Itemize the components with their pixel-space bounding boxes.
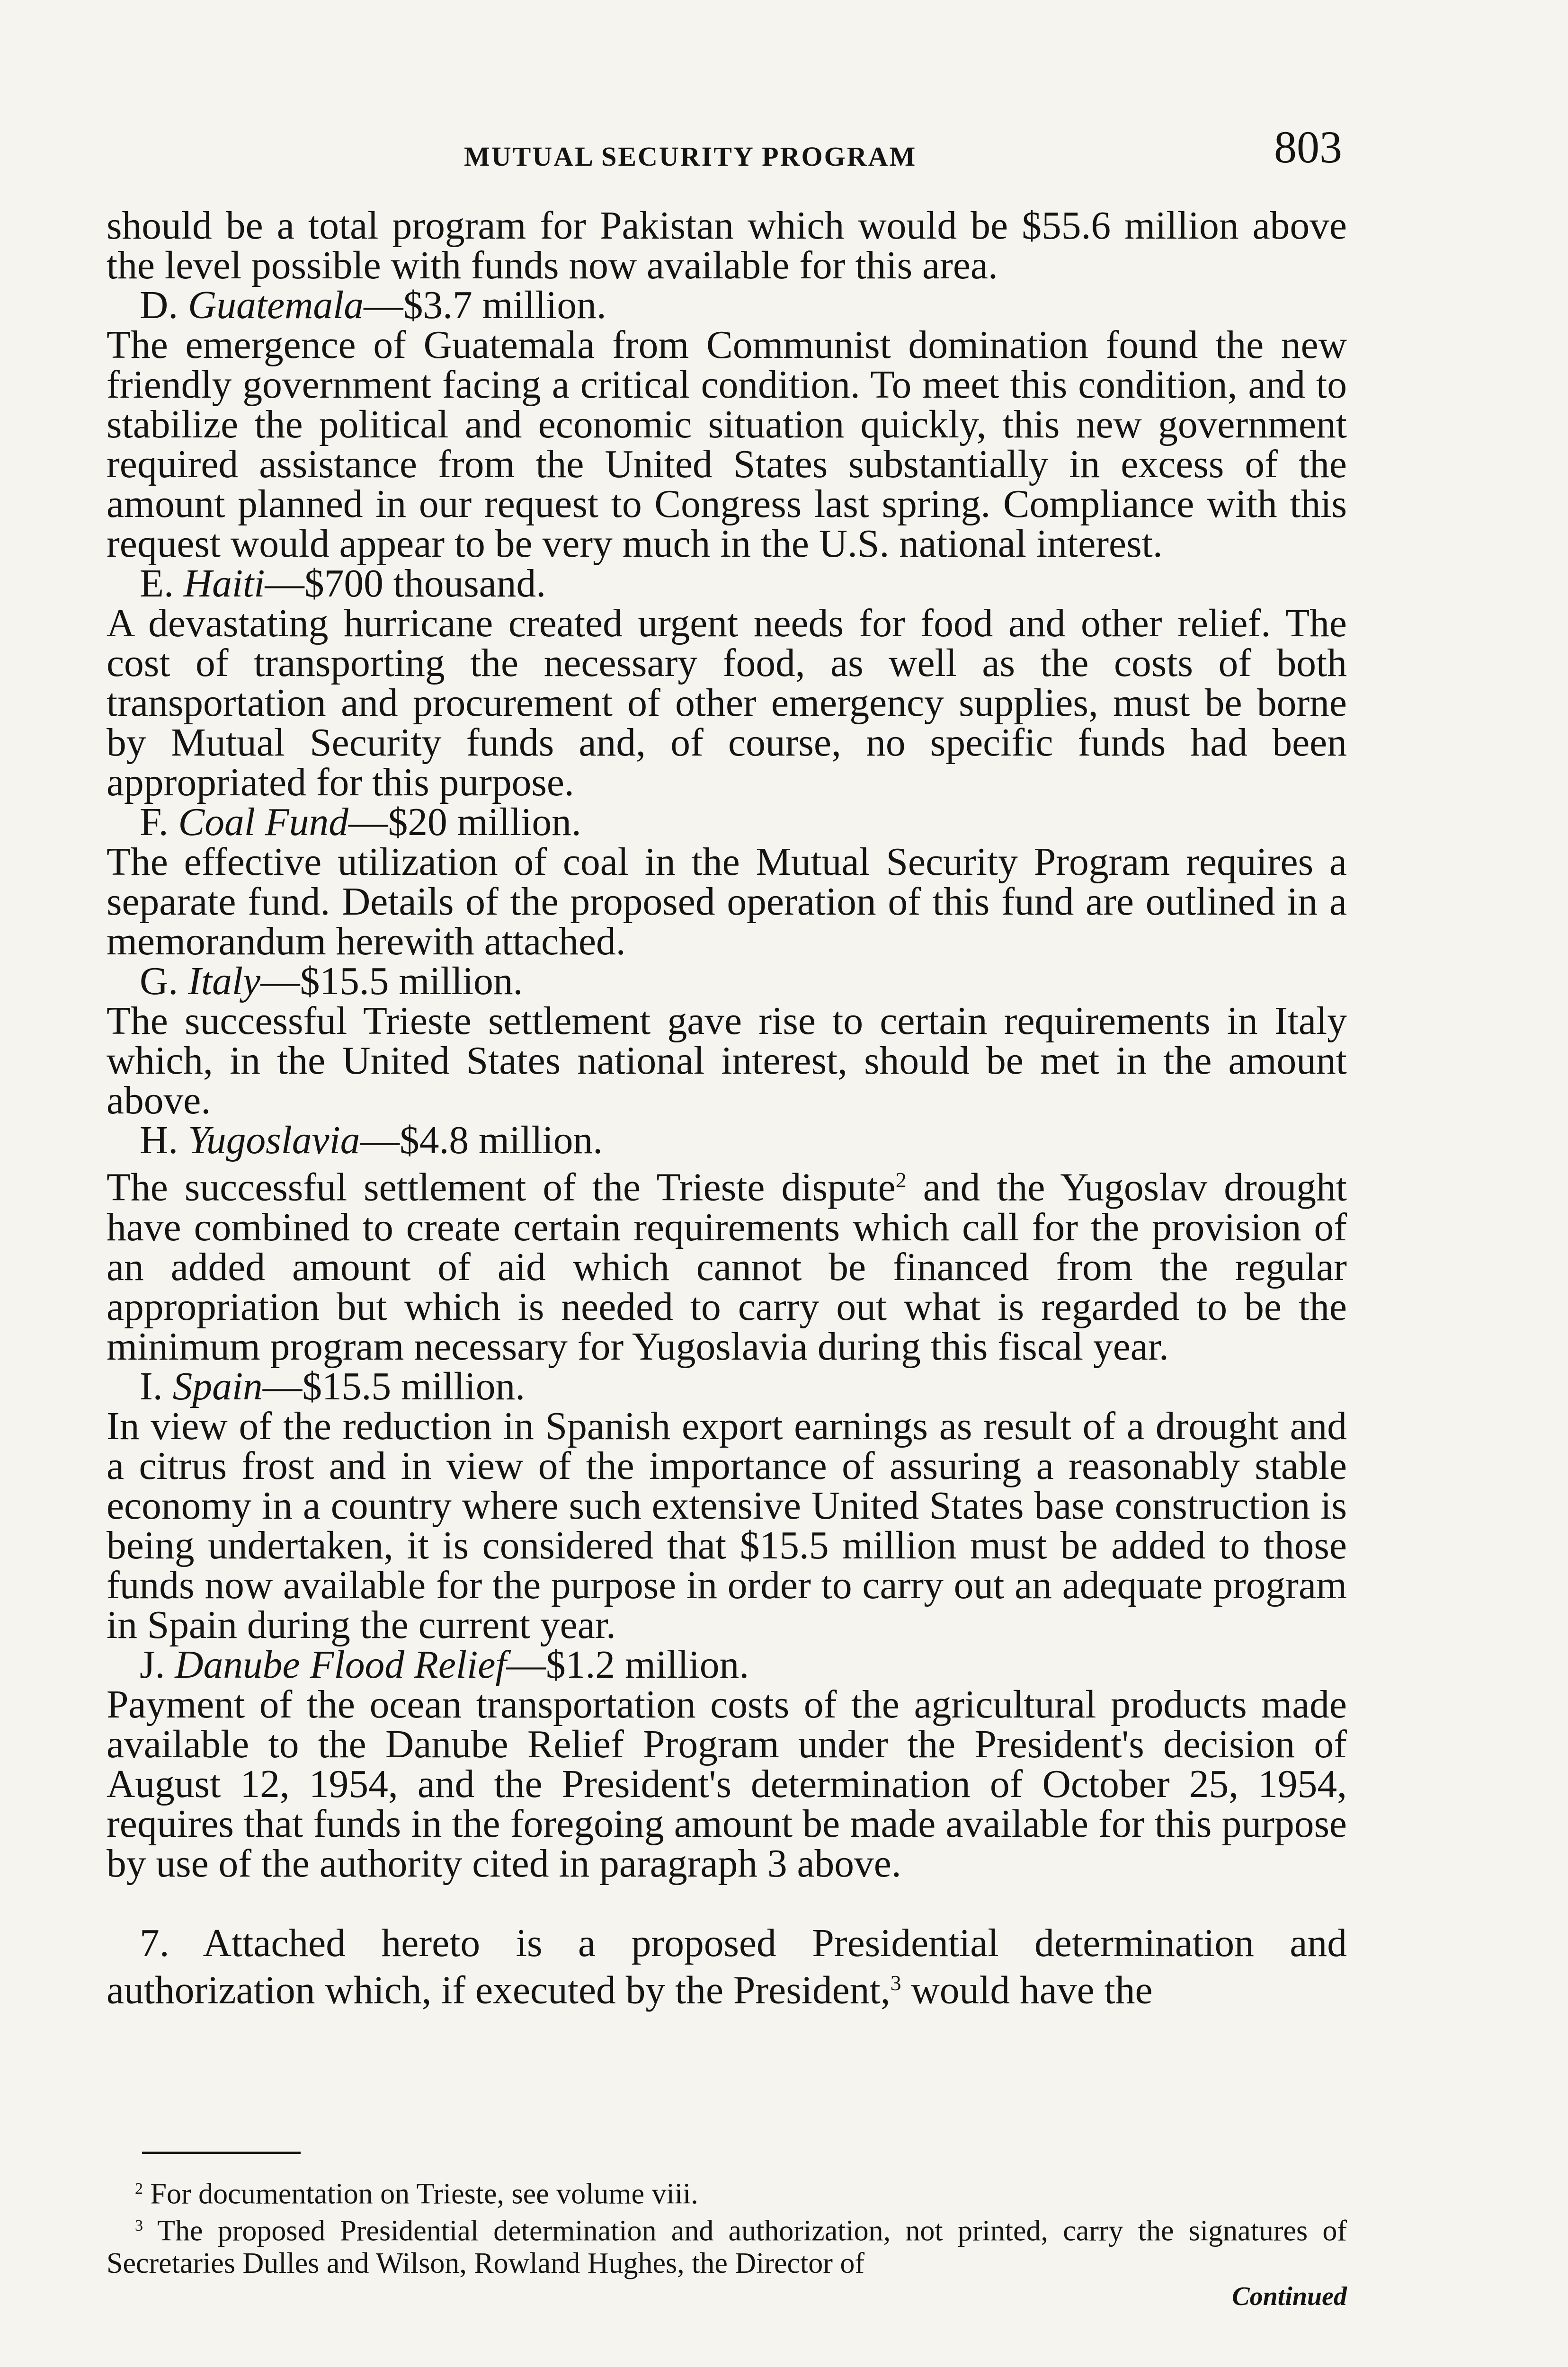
section-amount: —$20 million. xyxy=(348,801,581,844)
section-label: E. xyxy=(140,562,184,605)
section-amount: —$15.5 million. xyxy=(262,1364,526,1408)
paragraph-gap xyxy=(107,1884,1347,1923)
paragraph-text: The successful settlement of the Trieste dispute xyxy=(107,1166,896,1210)
footnote-text: The proposed Presidential determination and authorization, not printed, carry the signatures of Secretaries Dulles and Wilson, Rowland Hughes, the Director of xyxy=(107,2215,1347,2279)
paragraph-coal-fund: The effective utilization of coal in the Mutual Security Program requires a separate fund. Details of the proposed operation of this fund are outlined in a memorandum herewith attached. xyxy=(107,840,1347,963)
footnote-rule xyxy=(142,2152,301,2154)
footnote-ref-2[interactable]: 2 xyxy=(895,1168,907,1192)
section-heading-coal-fund xyxy=(107,802,1347,842)
footnote-text: For documentation on Trieste, see volume viii. xyxy=(143,2178,698,2210)
section-label: F. xyxy=(140,801,178,844)
section-title: Spain xyxy=(172,1364,263,1408)
section-heading-spain xyxy=(107,1364,1347,1408)
section-title: Haiti xyxy=(183,562,265,605)
section-title: Coal Fund xyxy=(178,801,349,844)
section-heading-guatemala xyxy=(107,285,1347,325)
page-number: 803 xyxy=(1274,122,1342,172)
paragraph-italy: The successful Trieste settlement gave rise to certain requirements in Italy which, in the United States national interest, should be met in the amount above. xyxy=(107,999,1347,1122)
paragraph-7 xyxy=(107,1923,1347,2011)
paragraph-spain: In view of the reduction in Spanish export earnings as result of a drought and a citrus frost and in view of the importance of assuring a reasonably stable economy in a country where such extensive United States base construction is being undertaken, it is considered that $15.5 million must be added to those funds now available for the purpose in order to carry out an adequate program in Spain during the current year. xyxy=(107,1404,1347,1647)
footnote-mark: 2 xyxy=(135,2180,143,2198)
body-text xyxy=(107,206,1347,2010)
section-heading-danube xyxy=(107,1645,1347,1685)
section-amount: —$1.2 million. xyxy=(506,1643,749,1687)
paragraph-guatemala: The emergence of Guatemala from Communist domination found the new friendly government facing a critical condition. To meet this condition, and to stabilize the political and economic situation quickly, this new government required assistance from the United States substantially in excess of the amount planned in our request to Congress last spring. Compliance with this request would appear to be very much in the U.S. national interest. xyxy=(107,323,1347,566)
paragraph-text: would have the xyxy=(901,1968,1153,2012)
section-amount: —$15.5 million. xyxy=(260,960,523,1003)
section-amount: —$700 thousand. xyxy=(265,562,546,605)
paragraph-pakistan: should be a total program for Pakistan which would be $55.6 million above the level possible with funds now available for this area. xyxy=(107,204,1347,287)
section-amount: —$4.8 million. xyxy=(360,1119,603,1162)
footnote-2 xyxy=(107,2173,1347,2210)
footnote-3 xyxy=(107,2210,1347,2279)
paragraph-text: 7. Attached hereto is a proposed Presidential determination and authorization which, if executed by the President, xyxy=(107,1921,1347,2012)
section-heading-italy xyxy=(107,961,1347,1001)
paragraph-danube: Payment of the ocean transportation costs of the agricultural products made available to the Danube Relief Program under the President's decision of August 12, 1954, and the President's determination of October 25, 1954, requires that funds in the foregoing amount be made available for this purpose by use of the authority cited in paragraph 3 above. xyxy=(107,1682,1347,1886)
section-heading-haiti xyxy=(107,564,1347,604)
section-amount: —$3.7 million. xyxy=(364,284,606,327)
footnote-mark: 3 xyxy=(135,2217,143,2235)
section-label: G. xyxy=(140,960,188,1003)
section-title: Danube Flood Relief xyxy=(175,1643,507,1687)
continued-label: Continued xyxy=(1232,2281,1347,2311)
section-heading-yugoslavia xyxy=(107,1121,1347,1160)
paragraph-yugoslavia xyxy=(107,1160,1347,1367)
section-label: I. xyxy=(140,1364,173,1408)
footnotes xyxy=(107,2173,1347,2313)
page-header xyxy=(107,121,1347,182)
footnote-ref-3[interactable]: 3 xyxy=(890,1970,901,1995)
section-label: D. xyxy=(140,284,188,327)
paragraph-haiti: A devastating hurricane created urgent needs for food and other relief. The cost of transporting the necessary food, as well as the costs of both transportation and procurement of other emergency supplies, must be borne by Mutual Security funds and, of course, no specific funds had been appropriated for this purpose. xyxy=(107,602,1347,804)
section-title: Guatemala xyxy=(188,284,364,327)
section-label: H. xyxy=(140,1119,188,1162)
running-head: MUTUAL SECURITY PROGRAM xyxy=(464,141,917,172)
section-title: Italy xyxy=(188,960,261,1003)
paragraph-text: and the Yugoslav drought have combined to create certain requirements which call for the provision of an added amount of aid which cannot be financed from the regular appropriation but which is needed to carry out what is regarded to be the minimum program necessary for Yugoslavia during this fiscal year. xyxy=(107,1166,1347,1369)
section-label: J. xyxy=(140,1643,175,1687)
section-title: Yugoslavia xyxy=(188,1119,360,1162)
